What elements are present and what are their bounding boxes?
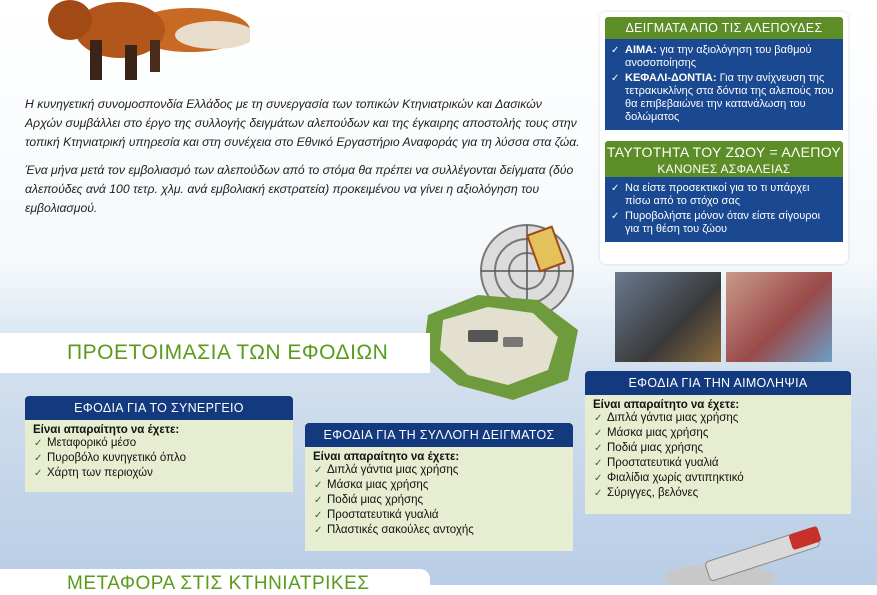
samples-item-blood xyxy=(611,44,837,70)
safety-item: ✓ Να είστε προσεκτικοί για το τι υπάρχει πίσω από το στόχο σας xyxy=(611,182,837,208)
safety-list xyxy=(605,177,843,242)
fox-image xyxy=(40,0,250,85)
section-banner xyxy=(0,333,430,373)
samples-item-head xyxy=(611,72,837,124)
safety-title: ΤΑΥΤΟΤΗΤΑ ΤΟΥ ΖΩΟΥ = ΑΛΕΠΟΥ xyxy=(606,144,842,160)
fox-sample-photo xyxy=(615,272,721,362)
list-item: ✓ Προστατευτικά γυαλιά xyxy=(585,456,851,471)
collection-card-required: Είναι απαραίτητο να έχετε: xyxy=(313,451,460,463)
syringe-illustration xyxy=(660,520,840,585)
samples-item-text: για την αξιολόγηση του βαθμού ανοσοποίησης xyxy=(625,44,812,69)
safety-subtitle: ΚΑΝΟΝΕΣ ΑΣΦΑΛΕΙΑΣ xyxy=(657,162,791,176)
intro-paragraph-2: Ένα μήνα μετά τον εμβολιασμό των αλεπούδων από το στόμα θα πρέπει να συλλέγονται δείγματα (δύο αλεπούδες ανά 100 τετρ. χλμ. ανά εμβολιακή εκστρατεία) προκειμένου να γίνει η αξιολόγηση του εμβολιασμού. xyxy=(25,163,574,215)
list-item: ✓ Προστατευτικά γυαλιά xyxy=(305,508,573,523)
blood-card-title: ΕΦΟΔΙΑ ΓΙΑ ΤΗΝ ΑΙΜΟΛΗΨΙΑ xyxy=(585,371,851,395)
samples-item-label: ΚΕΦΑΛΙ-ΔΟΝΤΙΑ: xyxy=(625,72,717,84)
samples-item-text: Για την ανίχνευση της τετρακυκλίνης στα δόντια της αλεπούς που θα επιβεβαιώνει την κατανάλωση του δολώματος xyxy=(625,72,834,123)
list-item: ✓ Σύριγγες, βελόνες xyxy=(585,486,851,501)
bottom-banner-title: ΜΕΤΑΦΟΡΑ ΣΤΙΣ ΚΤΗΝΙΑΤΡΙΚΕΣ xyxy=(67,573,370,594)
samples-title: ΔΕΙΓΜΑΤΑ ΑΠΟ ΤΙΣ ΑΛΕΠΟΥΔΕΣ xyxy=(605,17,843,39)
safety-title-block xyxy=(605,141,843,177)
safety-item: ✓ Πυροβολήστε μόνον όταν είστε σίγουροι για τη θέση του ζώου xyxy=(611,210,837,236)
samples-item-label: ΑΙΜΑ: xyxy=(625,44,657,56)
list-item: ✓ Μεταφορικό μέσο xyxy=(25,436,293,451)
intro-text xyxy=(25,95,580,227)
blood-supplies-card xyxy=(585,371,851,514)
list-item: ✓ Ποδιά μιας χρήσης xyxy=(305,493,573,508)
vehicle-card-title: ΕΦΟΔΙΑ ΓΙΑ ΤΟ ΣΥΝΕΡΓΕΙΟ xyxy=(25,396,293,420)
list-item: ✓ Πυροβόλο κυνηγετικό όπλο xyxy=(25,451,293,466)
list-item: ✓ Φιαλίδια χωρίς αντιπηκτικό xyxy=(585,471,851,486)
collection-supplies-card xyxy=(305,423,573,551)
collection-card-title: ΕΦΟΔΙΑ ΓΙΑ ΤΗ ΣΥΛΛΟΓΗ ΔΕΙΓΜΑΤΟΣ xyxy=(305,423,573,447)
blood-sample-photo xyxy=(726,272,832,362)
vehicle-card-required: Είναι απαραίτητο να έχετε: xyxy=(33,424,180,436)
section-banner-title: ΠΡΟΕΤΟΙΜΑΣΙΑ ΤΩΝ ΕΦΟΔΙΩΝ xyxy=(67,341,389,364)
list-item: ✓ Μάσκα μιας χρήσης xyxy=(305,478,573,493)
list-item: ✓ Χάρτη των περιοχών xyxy=(25,466,293,481)
list-item: ✓ Ποδιά μιας χρήσης xyxy=(585,441,851,456)
samples-list xyxy=(605,39,843,130)
bottom-banner xyxy=(0,569,430,594)
list-item: ✓ Διπλά γάντια μιας χρήσης xyxy=(305,463,573,478)
intro-paragraph-1: Η κυνηγετική συνομοσπονδία Ελλάδος με τη συνεργασία των τοπικών Κτηνιατρικών και Δασικών Αρχών συμβάλλει στο έργο της συλλογής δειγμάτων αλεπούδων και της έγκαιρης αποστολής τους στην τοπική Κτηνιατρική υπηρεσία και στη συνέχεια στο Εθνικό Εργαστήριο Αναφοράς για τη λύσσα στα ζώα. xyxy=(25,97,580,149)
blood-card-required: Είναι απαραίτητο να έχετε: xyxy=(593,399,740,411)
list-item: ✓ Πλαστικές σακούλες αντοχής xyxy=(305,523,573,538)
vehicle-supplies-card xyxy=(25,396,293,492)
info-panel xyxy=(600,12,848,264)
map-illustration xyxy=(418,285,583,403)
list-item: ✓ Μάσκα μιας χρήσης xyxy=(585,426,851,441)
list-item: ✓ Διπλά γάντια μιας χρήσης xyxy=(585,411,851,426)
